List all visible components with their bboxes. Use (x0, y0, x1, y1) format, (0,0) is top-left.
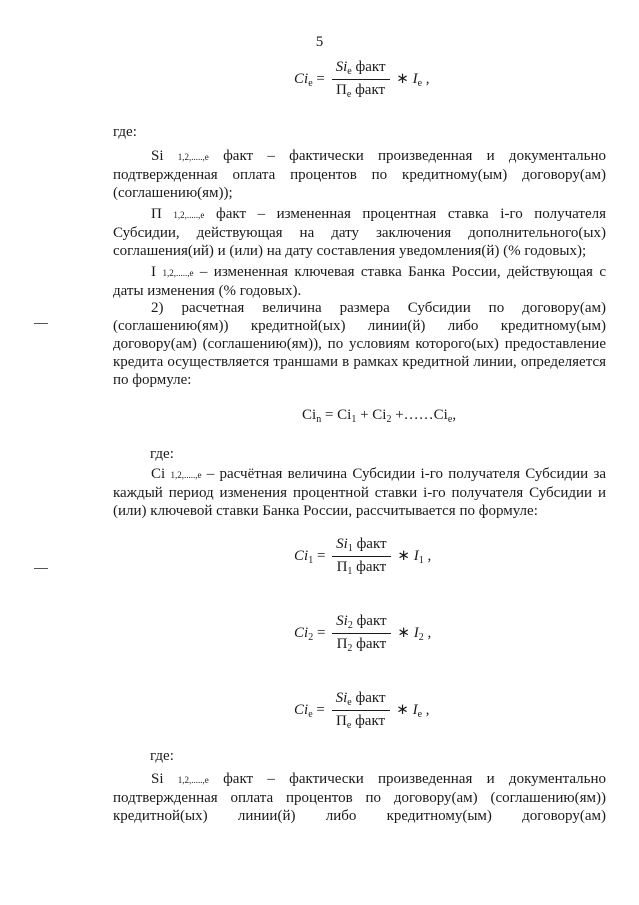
formula-ci-1: $Ci_1$ = $\frac{Si_1 факт}{П_1 факт}$ ∗ $I_1$ , (294, 536, 432, 577)
definition-si-2: Si 1,2,.....,e факт – фактически произведенная и документально подтвержденная оплата процентов по договору(ам) (соглашению(ям)) кредитной(ых) линии(й) либо кредитному(ым) договору(ам) (113, 771, 607, 824)
where-label: где: (150, 446, 174, 462)
where-label: где: (113, 124, 137, 140)
definition-p: П 1,2,.....,e факт – измененная процентная ставка i-го получателя Субсидии, действующая на дату заключения дополнительного(ых) соглашения(ий) и (или) на дату составления уведомления(й) (% годовых); (113, 206, 607, 259)
formula-ci-2: $Ci_2$ = $\frac{Si_2 факт}{П_2 факт}$ ∗ $I_2$ , (294, 613, 432, 654)
definition-i: I 1,2,.....,e – измененная ключевая ставка Банка России, действующая с даты изменения (% годовых). (113, 264, 607, 299)
paragraph-2: 2) расчетная величина размера Субсидии по договору(ам) (соглашению(ям)) кредитной(ых) линии(й) либо кредитному(ым) договору(ам) (соглашению(ям)), по условиям которого(ых) предоставление кредита осуществляется траншами в рамках кредитной линии, определяется по формуле: (113, 300, 606, 388)
margin-mark (34, 568, 48, 569)
margin-mark (34, 323, 48, 324)
definition-ci: Ci 1,2,.....,e – расчётная величина Субсидии i-го получателя Субсидии за каждый период изменения процентной ставки i-го получателя Субсидии и (или) ключевой ставки Банка России, рассчитывается по формуле: (113, 466, 607, 519)
page-number: 5 (315, 34, 324, 50)
formula-ci-e: $Ci_e$ = $\frac{Si_e факт}{П_e факт}$ ∗ $I_e$ , (294, 59, 430, 100)
definition-si-1: Si 1,2,.....,e факт – фактически произведенная и документально подтвержденная оплата процентов по кредитному(ым) договору(ам) (соглашению(ям)); (113, 148, 607, 201)
formula-sum: $Ci_n = Ci_1 + Ci_2$ $+\dots\dots Ci_e$, (302, 407, 457, 425)
where-label: где: (150, 748, 174, 764)
formula-ci-e-2: $Ci_e$ = $\frac{Si_e факт}{П_e факт}$ ∗ $I_e$ , (294, 690, 430, 731)
